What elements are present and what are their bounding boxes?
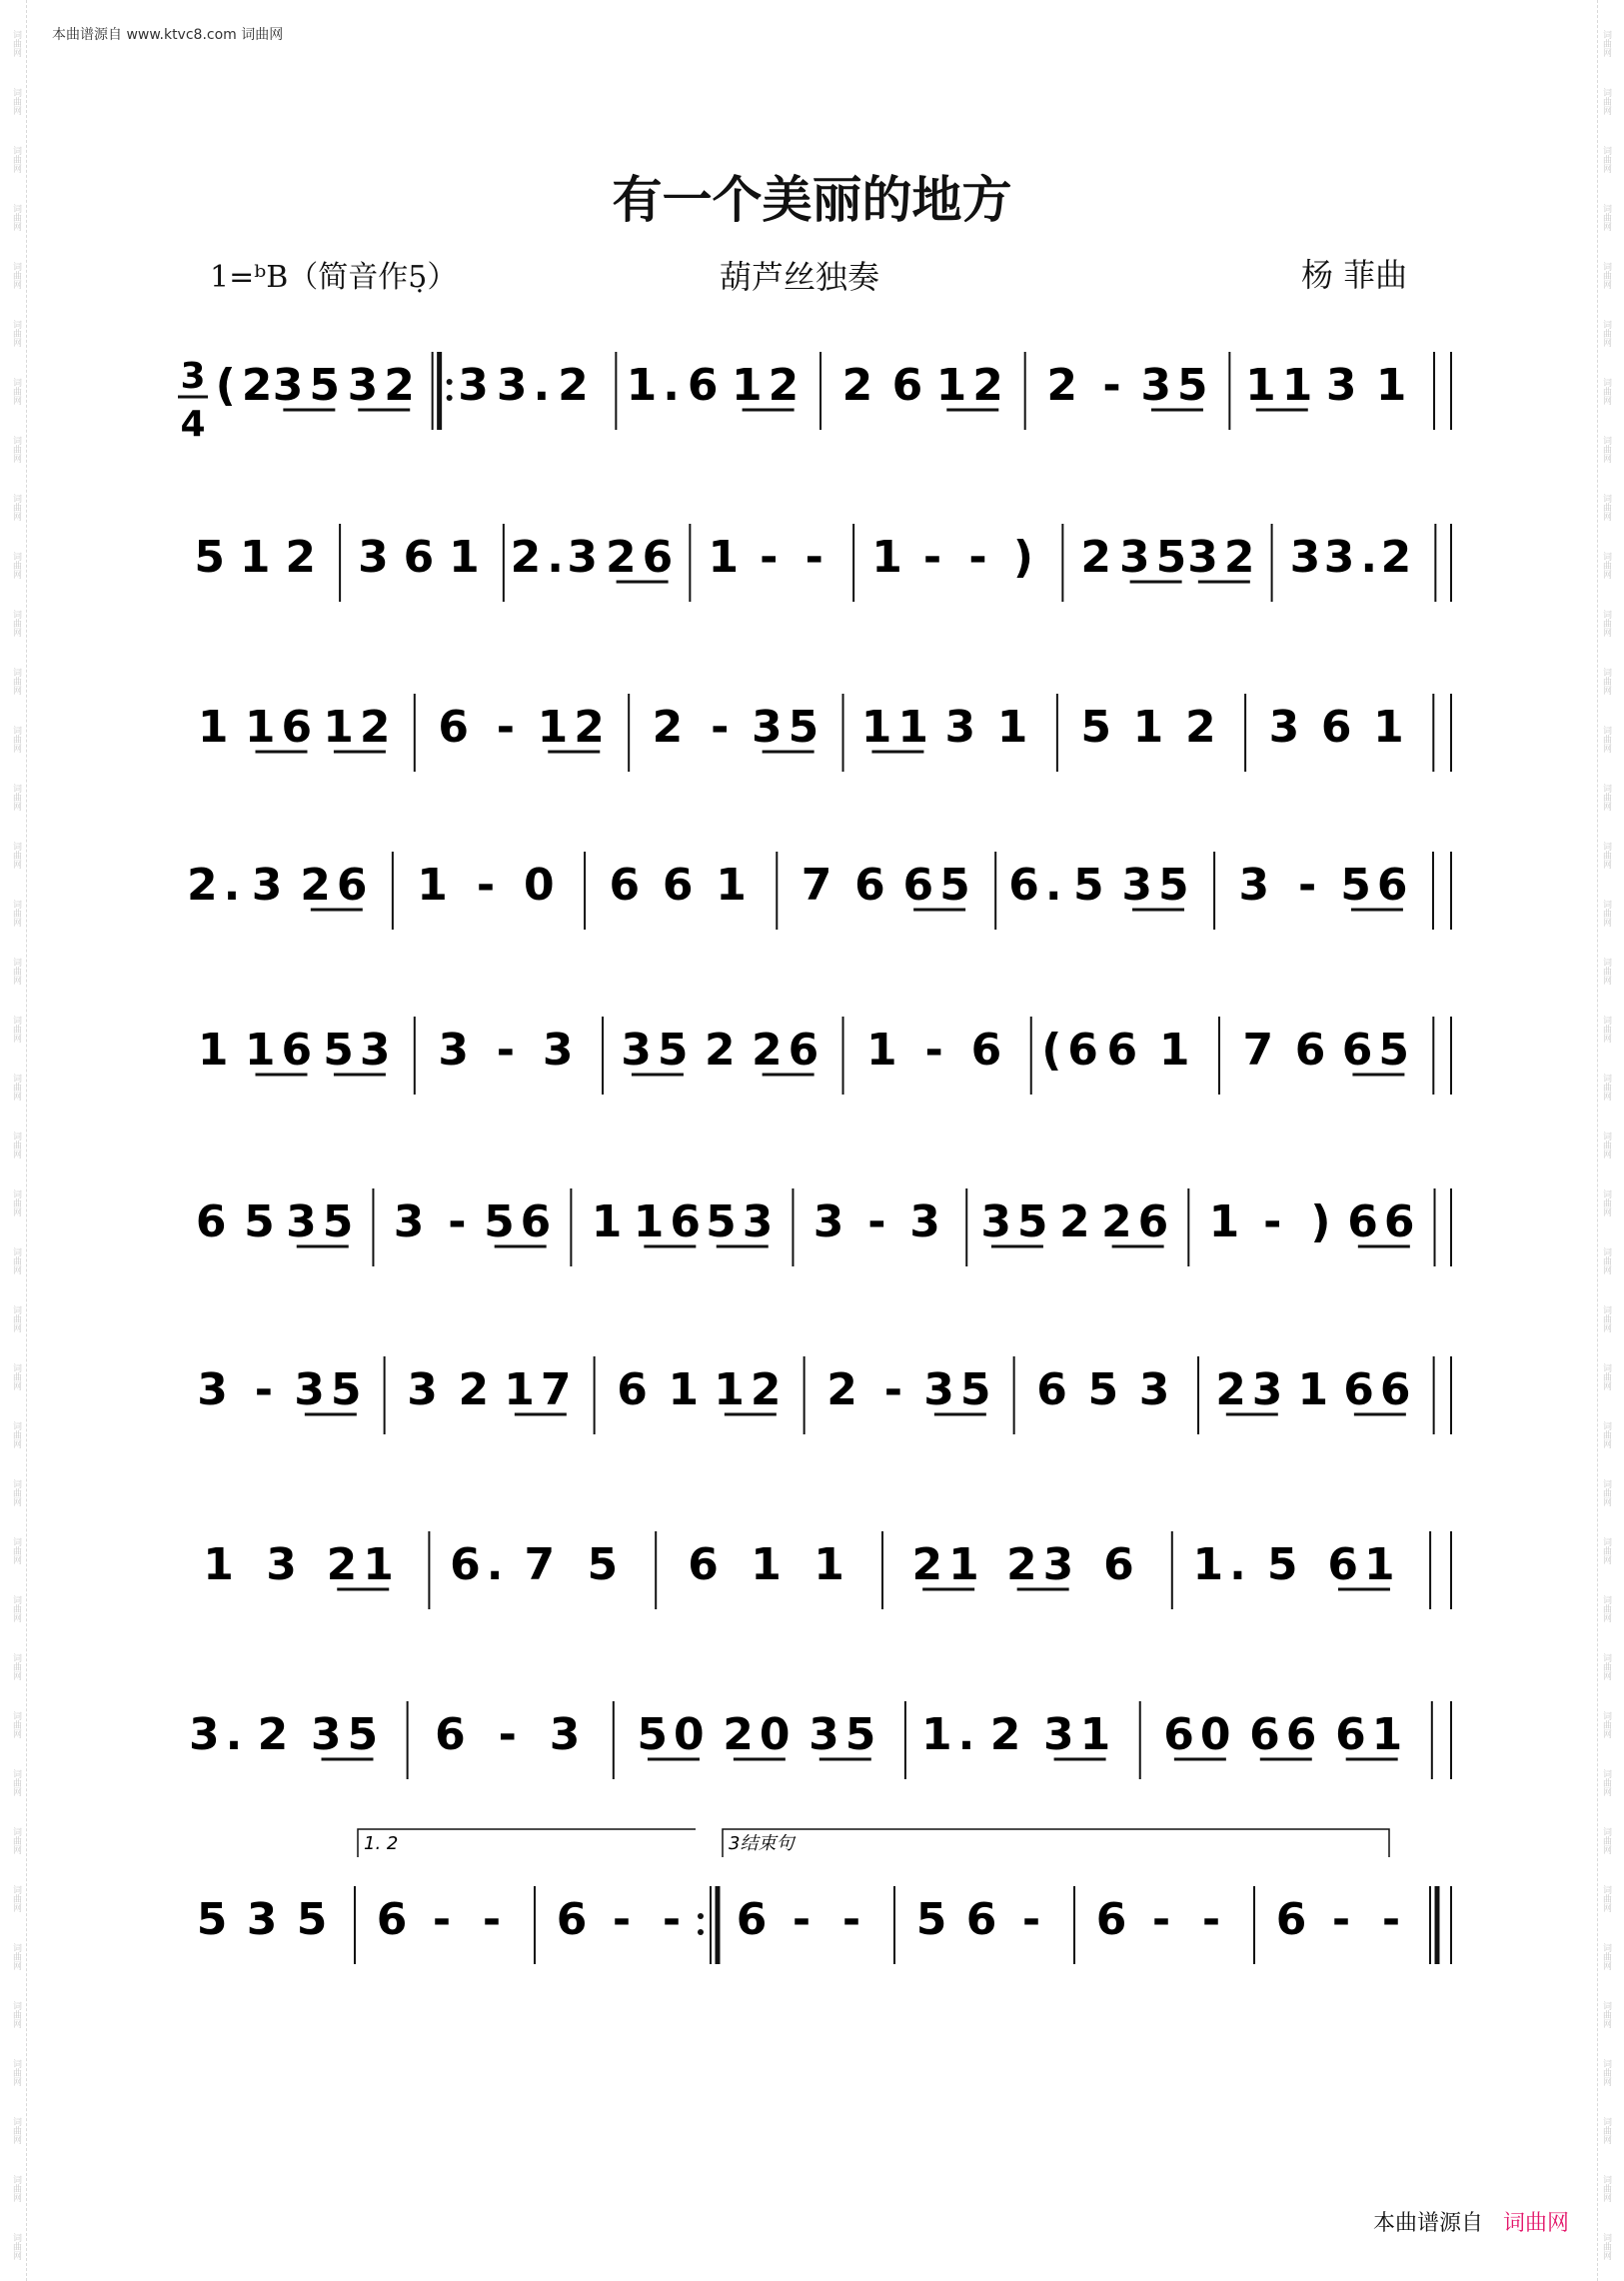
side-watermark-text: 词曲网 — [11, 88, 21, 115]
note-group: 23 — [1006, 1539, 1080, 1590]
note-group: 1 — [449, 532, 486, 583]
time-signature-top: 3 — [180, 356, 206, 397]
note-group: 5 — [1072, 860, 1110, 911]
note-group: 3 — [1268, 702, 1306, 753]
note-group: 1 — [716, 860, 753, 911]
note-group: 6 — [195, 1196, 233, 1247]
side-watermark-text: 词曲网 — [11, 30, 21, 57]
note-group: 3 — [812, 1196, 850, 1247]
note-group: - — [922, 532, 948, 583]
side-watermark-text: 词曲网 — [11, 2117, 21, 2144]
note-group: 1 — [591, 1196, 629, 1247]
note-group: 2 — [841, 360, 879, 411]
note-group: 5 — [296, 1894, 334, 1945]
subtitle: 葫芦丝独奏 — [720, 258, 880, 296]
note-group: 3 — [1289, 532, 1327, 583]
note-group: - — [496, 1025, 522, 1076]
note-group: 6 — [687, 360, 725, 411]
volta-second-bracket — [723, 1829, 1389, 1857]
note-group: 20 — [723, 1709, 797, 1760]
note-group: 16 — [244, 702, 319, 753]
composer: 杨 菲曲 — [1301, 256, 1408, 294]
note-group: 1 — [668, 1364, 706, 1415]
side-watermark-text: 词曲网 — [1601, 494, 1611, 521]
note-group: 1 — [203, 1539, 240, 1590]
note-group: 35 — [621, 1025, 695, 1076]
side-watermark-text: 词曲网 — [1601, 726, 1611, 753]
side-watermark-text: 词曲网 — [1601, 2233, 1611, 2260]
side-watermark-text: 词曲网 — [11, 784, 21, 811]
side-watermark-text: 词曲网 — [1601, 204, 1611, 231]
note-group: 5 — [915, 1894, 953, 1945]
note-group: 1 — [996, 702, 1034, 753]
note-group: - — [612, 1894, 638, 1945]
note-group: 12 — [731, 360, 806, 411]
note-group: 35 — [310, 1709, 385, 1760]
note-group: 2 — [826, 1364, 863, 1415]
note-group: 1 — [708, 532, 746, 583]
note-group: 1. — [626, 360, 686, 411]
side-watermark-text: 词曲网 — [11, 1885, 21, 1912]
note-group: 2. — [187, 860, 247, 911]
side-watermark-text: 词曲网 — [1601, 2175, 1611, 2202]
note-group: 6 — [688, 1539, 725, 1590]
note-group: 5 — [1080, 702, 1118, 753]
note-group: 60 — [1163, 1709, 1237, 1760]
note-group: - — [254, 1364, 279, 1415]
side-watermark-text: 词曲网 — [1601, 784, 1611, 811]
note-group: 3 — [549, 1709, 587, 1760]
note-group: 3. — [496, 360, 557, 411]
note-group: 3 — [197, 1364, 234, 1415]
note-group: 3 — [246, 1894, 284, 1945]
note-group: 2 — [652, 702, 690, 753]
side-watermark-text: 词曲网 — [1601, 1537, 1611, 1564]
note-group: 6 — [1320, 702, 1358, 753]
note-group: 2 — [1046, 360, 1083, 411]
footer — [1373, 2206, 1569, 2237]
side-watermark-text: 词曲网 — [11, 668, 21, 695]
note-group: 2 — [257, 1709, 295, 1760]
note-group: 6 — [736, 1894, 774, 1945]
note-group: 12 — [537, 702, 611, 753]
note-group: 6 — [1095, 1894, 1133, 1945]
side-watermark-text: 词曲网 — [11, 958, 21, 985]
side-watermark-text: 词曲网 — [11, 1595, 21, 1622]
note-group: - — [432, 1894, 458, 1945]
note-group: 53 — [706, 1196, 780, 1247]
key-signature: 1=ᵇB（简音作5̣） — [210, 260, 458, 295]
side-watermark-text: 词曲网 — [1601, 1885, 1611, 1912]
note-group: ) — [1310, 1196, 1337, 1247]
note-group: 65 — [1341, 1025, 1416, 1076]
side-watermark-text: 词曲网 — [11, 1016, 21, 1043]
note-group: 2 — [285, 532, 323, 583]
note-group: 2 — [458, 1364, 496, 1415]
side-watermark-text: 词曲网 — [1601, 1247, 1611, 1274]
side-watermark-text: 词曲网 — [11, 2001, 21, 2028]
note-group: - — [496, 702, 522, 753]
note-group: 2 — [1080, 532, 1118, 583]
note-group: 6 — [1103, 1539, 1140, 1590]
note-group: 3 — [438, 1025, 475, 1076]
note-group: 16 — [633, 1196, 707, 1247]
note-group: 0 — [524, 860, 561, 911]
side-watermark-text: 词曲网 — [11, 2059, 21, 2086]
note-group: 50 — [637, 1709, 711, 1760]
note-group: 7 — [801, 860, 838, 911]
side-watermark-text: 词曲网 — [11, 2233, 21, 2260]
side-watermark-text: 词曲网 — [11, 1189, 21, 1216]
time-signature-bottom: 4 — [180, 404, 206, 445]
side-watermark-text: 词曲网 — [1601, 1769, 1611, 1796]
note-group: 35 — [1121, 860, 1195, 911]
repeat-dot — [698, 1929, 704, 1935]
note-group: - — [968, 532, 993, 583]
side-watermark-text: 词曲网 — [11, 146, 21, 173]
page-title: 有一个美丽的地方 — [612, 170, 1012, 229]
note-group: 5 — [194, 532, 232, 583]
note-group: - — [867, 1196, 892, 1247]
note-group: 3 — [251, 860, 289, 911]
side-watermark-text: 词曲网 — [1601, 1827, 1611, 1854]
note-group: 66 — [1249, 1709, 1323, 1760]
note-group: (2 — [215, 360, 279, 411]
side-watermark-text: 词曲网 — [11, 1479, 21, 1506]
note-group: 3 — [407, 1364, 444, 1415]
note-group: 1 — [1158, 1025, 1196, 1076]
note-group: 2 — [1184, 702, 1222, 753]
note-group: 3 — [542, 1025, 580, 1076]
note-group: 3 — [567, 532, 605, 583]
note-group: 3 — [909, 1196, 946, 1247]
note-group: 6 — [965, 1894, 1003, 1945]
note-group: 65 — [902, 860, 976, 911]
note-group: - — [482, 1894, 508, 1945]
side-watermark-text: 词曲网 — [11, 1132, 21, 1158]
side-watermark-text: 词曲网 — [1601, 1363, 1611, 1390]
note-group: 35 — [272, 360, 346, 411]
side-watermark-text: 词曲网 — [1601, 668, 1611, 695]
note-group: 31 — [1042, 1709, 1117, 1760]
side-watermark-text: 词曲网 — [1601, 436, 1611, 463]
note-group: 5 — [1266, 1539, 1304, 1590]
side-watermark-text: 词曲网 — [11, 552, 21, 579]
note-group: - — [711, 702, 736, 753]
note-group: 3 — [944, 702, 982, 753]
note-group: 3 — [393, 1196, 431, 1247]
note-group: 6 — [617, 1364, 654, 1415]
note-group: 1 — [866, 1025, 903, 1076]
note-group: 35 — [286, 1196, 360, 1247]
note-group: - — [448, 1196, 473, 1247]
note-group: 1 — [1132, 702, 1170, 753]
note-group: 61 — [1327, 1539, 1401, 1590]
note-group: 35 — [809, 1709, 882, 1760]
note-group: 26 — [752, 1025, 825, 1076]
note-group: - — [662, 1894, 688, 1945]
side-watermark-text: 词曲网 — [11, 494, 21, 521]
note-group: 6 — [435, 1709, 472, 1760]
volta-first-label: 1. 2 — [364, 1833, 399, 1854]
note-group: 66 — [1343, 1364, 1417, 1415]
note-group: - — [1201, 1894, 1227, 1945]
note-group: - — [1331, 1894, 1357, 1945]
note-group: 2 — [704, 1025, 742, 1076]
note-group: 6 — [1294, 1025, 1332, 1076]
footer-brand: 词曲网 — [1502, 2211, 1569, 2236]
note-group: 3 — [358, 532, 395, 583]
side-watermark-text: 词曲网 — [11, 1247, 21, 1274]
side-watermark-text: 词曲网 — [1601, 1943, 1611, 1970]
note-group: 1 — [417, 860, 454, 911]
note-group: 12 — [714, 1364, 788, 1415]
note-group: 6 — [970, 1025, 1008, 1076]
side-watermark-text: 词曲网 — [1601, 1421, 1611, 1448]
side-watermark-text: 词曲网 — [1601, 1711, 1611, 1738]
note-group: 6 — [556, 1894, 594, 1945]
note-group: 35 — [980, 1196, 1054, 1247]
side-watermark-text: 词曲网 — [1601, 378, 1611, 405]
side-watermark-text: 词曲网 — [11, 900, 21, 927]
side-watermark-text: 词曲网 — [11, 1305, 21, 1332]
note-group: 56 — [484, 1196, 558, 1247]
note-group: 6 — [403, 532, 441, 583]
side-watermark-text: 词曲网 — [1601, 1653, 1611, 1680]
side-watermark-text: 词曲网 — [11, 1421, 21, 1448]
note-group: 1 — [1375, 360, 1413, 411]
note-group: - — [841, 1894, 867, 1945]
note-group: 2 — [989, 1709, 1027, 1760]
side-watermark-text: 词曲网 — [11, 2175, 21, 2202]
note-group: 35 — [294, 1364, 368, 1415]
side-watermark-text: 词曲网 — [11, 610, 21, 637]
note-group: 6 — [891, 360, 929, 411]
note-group: 1 — [1373, 702, 1410, 753]
note-group: 5 — [587, 1539, 625, 1590]
note-group: (6 — [1041, 1025, 1104, 1076]
side-watermark-text: 词曲网 — [1601, 1189, 1611, 1216]
note-group: 6 — [1036, 1364, 1073, 1415]
side-watermark-text: 词曲网 — [1601, 842, 1611, 869]
side-watermark-text: 词曲网 — [1601, 900, 1611, 927]
note-group: 5 — [1087, 1364, 1125, 1415]
side-watermark-text: 词曲网 — [1601, 262, 1611, 289]
note-group: 1 — [871, 532, 908, 583]
note-group: 23 — [1215, 1364, 1289, 1415]
note-group: - — [792, 1894, 817, 1945]
note-group: 3 — [266, 1539, 303, 1590]
side-watermark-text: 词曲网 — [11, 1074, 21, 1101]
note-group: 32 — [1187, 532, 1261, 583]
note-group: 1 — [813, 1539, 850, 1590]
side-watermark-text: 词曲网 — [1601, 1595, 1611, 1622]
side-watermark-text: 词曲网 — [1601, 88, 1611, 115]
note-group: - — [476, 860, 502, 911]
note-group: 1. — [1192, 1539, 1252, 1590]
side-watermark-text: 词曲网 — [11, 1653, 21, 1680]
note-group: - — [805, 532, 829, 583]
note-group: - — [760, 532, 785, 583]
side-watermark-text: 词曲网 — [1601, 552, 1611, 579]
repeat-dot — [447, 395, 453, 401]
repeat-dot — [447, 379, 453, 385]
note-group: - — [1263, 1196, 1288, 1247]
note-group: 11 — [860, 702, 935, 753]
side-watermark-text: 词曲网 — [11, 1943, 21, 1970]
note-group: 26 — [1101, 1196, 1175, 1247]
side-watermark-text: 词曲网 — [1601, 2117, 1611, 2144]
note-group: 3. — [1323, 532, 1384, 583]
note-group: 2 — [558, 360, 595, 411]
note-group: 3 — [1238, 860, 1276, 911]
note-group: 6 — [609, 860, 647, 911]
note-group: - — [1381, 1894, 1407, 1945]
note-group: 6. — [1008, 860, 1068, 911]
note-group: 12 — [323, 702, 397, 753]
note-group: 21 — [326, 1539, 400, 1590]
note-group: 7 — [524, 1539, 562, 1590]
note-group: 3. — [188, 1709, 249, 1760]
note-group: - — [1102, 360, 1127, 411]
note-group: 6. — [450, 1539, 510, 1590]
side-watermark-text: 词曲网 — [1601, 1479, 1611, 1506]
note-group: 61 — [1335, 1709, 1409, 1760]
volta-first-bracket — [358, 1829, 696, 1857]
note-group: 1 — [239, 532, 277, 583]
note-group: 11 — [1245, 360, 1319, 411]
side-watermark-text: 词曲网 — [11, 1827, 21, 1854]
side-watermark-text: 词曲网 — [1601, 1305, 1611, 1332]
side-watermark-text: 词曲网 — [11, 842, 21, 869]
note-group: 35 — [752, 702, 825, 753]
note-group: 16 — [244, 1025, 319, 1076]
note-group: 3 — [458, 360, 495, 411]
side-watermark-text: 词曲网 — [11, 262, 21, 289]
side-watermark-text: 词曲网 — [1601, 146, 1611, 173]
note-group: 6 — [376, 1894, 414, 1945]
note-group: 35 — [1118, 532, 1193, 583]
note-group: 12 — [935, 360, 1009, 411]
note-group: 1 — [751, 1539, 788, 1590]
note-group: 3 — [1325, 360, 1363, 411]
side-watermark-text: 词曲网 — [11, 1711, 21, 1738]
side-watermark-text: 词曲网 — [11, 726, 21, 753]
note-group: - — [498, 1709, 523, 1760]
note-group: 56 — [1340, 860, 1414, 911]
note-group: - — [1298, 860, 1323, 911]
note-group: 35 — [1140, 360, 1214, 411]
note-group: 2 — [1058, 1196, 1096, 1247]
side-watermark-text: 词曲网 — [1601, 1074, 1611, 1101]
side-watermark-text: 词曲网 — [1601, 320, 1611, 347]
note-group: - — [924, 1025, 949, 1076]
note-group: - — [1151, 1894, 1177, 1945]
side-watermark-text: 词曲网 — [1601, 1132, 1611, 1158]
note-group: 6 — [854, 860, 891, 911]
side-watermark-text: 词曲网 — [11, 1537, 21, 1564]
note-group: 1 — [197, 702, 235, 753]
note-group: 17 — [504, 1364, 578, 1415]
side-watermark-text: 词曲网 — [1601, 610, 1611, 637]
note-group: 66 — [1347, 1196, 1421, 1247]
note-group: 5 — [196, 1894, 234, 1945]
side-watermark-text: 词曲网 — [11, 436, 21, 463]
note-group: - — [883, 1364, 908, 1415]
side-watermark-text: 词曲网 — [1601, 2001, 1611, 2028]
note-group: 26 — [300, 860, 374, 911]
side-watermark-text: 词曲网 — [1601, 30, 1611, 57]
note-group: 1 — [1208, 1196, 1246, 1247]
side-watermark-text: 词曲网 — [11, 320, 21, 347]
note-group: 2. — [510, 532, 570, 583]
note-group: 1. — [921, 1709, 981, 1760]
repeat-dot — [698, 1913, 704, 1919]
note-group: 32 — [347, 360, 421, 411]
note-group: 6 — [438, 702, 475, 753]
source-note: 本曲谱源自 www.ktvc8.com 词曲网 — [52, 27, 284, 43]
note-group: 26 — [605, 532, 680, 583]
note-group: 6 — [1275, 1894, 1313, 1945]
note-group: ) — [1012, 532, 1040, 583]
note-group: - — [1021, 1894, 1047, 1945]
side-watermark-text: 词曲网 — [11, 204, 21, 231]
footer-note: 本曲谱源自 — [1372, 2211, 1483, 2236]
note-group: 21 — [911, 1539, 985, 1590]
note-group: 2 — [1380, 532, 1418, 583]
note-group: 7 — [1242, 1025, 1280, 1076]
note-group: 53 — [323, 1025, 397, 1076]
side-watermark-text: 词曲网 — [11, 1363, 21, 1390]
note-group: 6 — [1106, 1025, 1144, 1076]
note-group: 1 — [197, 1025, 235, 1076]
note-group: 1 — [1297, 1364, 1335, 1415]
side-watermark-text: 词曲网 — [1601, 958, 1611, 985]
note-group: 6 — [662, 860, 700, 911]
note-group: 3 — [1138, 1364, 1176, 1415]
side-watermark-text: 词曲网 — [11, 378, 21, 405]
side-watermark-text: 词曲网 — [1601, 2059, 1611, 2086]
note-group: 5 — [244, 1196, 281, 1247]
note-group: 35 — [923, 1364, 997, 1415]
volta-second-label: 3结束句 — [729, 1833, 795, 1854]
side-watermark-text: 词曲网 — [11, 1769, 21, 1796]
side-watermark-text: 词曲网 — [1601, 1016, 1611, 1043]
